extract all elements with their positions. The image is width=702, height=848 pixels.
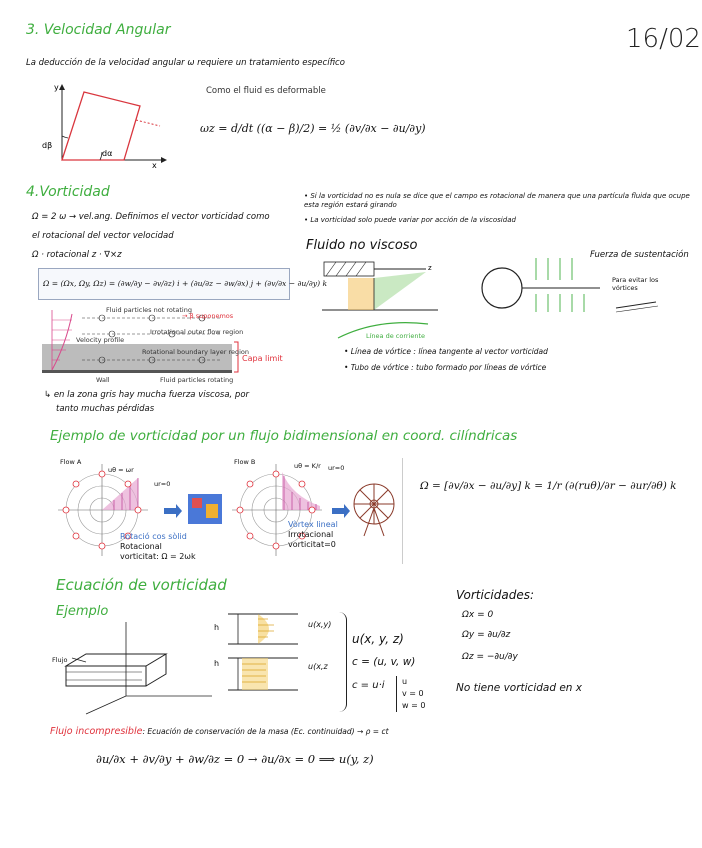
section3-intro: La deducción de la velocidad angular ω requiere un tratamiento específico xyxy=(26,58,345,68)
irrotational-text: Irrotacional xyxy=(288,530,334,539)
zero-vorticity-text: vorticitat=0 xyxy=(288,540,336,549)
lift-force-label: Fuerza de sustentación xyxy=(590,250,689,260)
example-heading: Ejemplo xyxy=(56,604,109,619)
rotational-note: Ω · rotacional z · ∇×z xyxy=(32,250,122,260)
vortex-line-definition xyxy=(344,348,548,356)
velocity-vector-components: c = (u, v, w) xyxy=(352,656,416,668)
diagram-y-label: y xyxy=(54,83,59,92)
bl-wall-label: Wall xyxy=(96,376,110,384)
flow-a-ur: ur=0 xyxy=(154,480,171,488)
brace xyxy=(338,612,347,712)
cylindrical-example-title: Ejemplo de vorticidad por un flujo bidimensional en coord. cilíndricas xyxy=(50,428,518,444)
vortex-tube-text: • Tubo de vórtice : tubo formado por líneas de vórtice xyxy=(344,363,547,372)
incompressible-flow-line xyxy=(50,726,389,738)
separator-line xyxy=(402,458,403,564)
incompressible-label: Flujo incompresible xyxy=(50,726,143,737)
flow-b-label: Flow B xyxy=(234,458,256,466)
fluido-no-viscoso: Fluido no viscoso xyxy=(306,238,418,253)
flow-inlet-label: Flujo xyxy=(52,656,68,664)
profile-h-bottom: h xyxy=(214,659,220,668)
rotational-field-bullet: • Si la vorticidad no es nula se dice que el campo es rotacional de manera que una partícula fluida que ocupe esta región estará girando xyxy=(304,192,690,209)
solid-rotation-title: Rotació cos sòlid xyxy=(120,532,187,541)
diagram-x-label: x xyxy=(152,161,157,170)
angular-velocity-diagram xyxy=(40,78,170,168)
bl-top-label: Fluid particles not rotating xyxy=(106,306,192,314)
rotational-text: Rotacional xyxy=(120,542,162,551)
function-u-xyz: u(x, y, z) xyxy=(352,632,404,646)
vorticity-definition-2: el rotacional del vector velocidad xyxy=(32,231,174,241)
diagram-dbeta-label: dβ xyxy=(42,141,53,150)
continuity-description: : Ecuación de conservación de la masa (Ec. continuidad) → ρ = ct xyxy=(142,727,389,736)
vorticities-heading: Vorticidades: xyxy=(456,588,535,602)
vortex-line-text: • Línea de vórtice : línea tangente al vector vorticidad xyxy=(344,347,548,356)
profile-uxy-label: u(x,y) xyxy=(308,620,332,629)
viscous-note-2: tanto muchas pérdidas xyxy=(56,404,155,414)
omega-y: Ωy = ∂u/∂z xyxy=(462,630,511,640)
section3-title: 3. Velocidad Angular xyxy=(26,22,171,38)
section4-title: 4.Vorticidad xyxy=(26,184,110,200)
svg-text:z: z xyxy=(428,264,432,272)
component-v: v = 0 xyxy=(402,689,424,698)
components-list xyxy=(396,676,425,712)
velocity-vector-simplified: c = u·i xyxy=(352,680,385,691)
capa-limit-label: Capa limit xyxy=(242,354,283,363)
channel-3d-diagram xyxy=(46,616,216,716)
viscous-note-1: ↳ en la zona gris hay mucha fuerza viscosa, por xyxy=(44,390,250,400)
avoid-vortex-label: Para evitar los vórtices xyxy=(612,276,659,292)
continuity-equation: ∂u/∂x + ∂v/∂y + ∂w/∂z = 0 → ∂u/∂x = 0 ⟹ u(y, z) xyxy=(96,752,374,766)
bl-velocity-profile-label: Velocity profile xyxy=(76,336,125,344)
deformable-caption: Como el fluid es deformable xyxy=(206,86,326,96)
component-w: w = 0 xyxy=(402,701,426,710)
vorticity-vector-formula: Ω = (Ωx, Ωy, Ωz) = (∂w/∂y − ∂v/∂z) i + (∂u/∂z − ∂w/∂x) j + (∂v/∂x − ∂u/∂y) k xyxy=(38,268,290,300)
bl-rotating-label: Fluid particles rotating xyxy=(160,376,234,384)
bl-irrotational-label: Irrotational outer flow region xyxy=(150,328,244,336)
profile-h-top: h xyxy=(214,623,220,632)
date: 16/02 xyxy=(626,24,701,54)
flow-a-label: Flow A xyxy=(60,458,82,466)
bl-rotational-label: Rotational boundary layer region xyxy=(142,348,250,356)
inviscid-flow-diagram xyxy=(318,258,458,342)
omega-x: Ωx = 0 xyxy=(462,610,494,620)
flow-a-utheta: uθ = ωr xyxy=(108,466,134,474)
angular-velocity-formula: ωz = d/dt ((α − β)/2) = ½ (∂v/∂x − ∂u/∂y) xyxy=(200,122,426,135)
bl-suppose-label: → β suponemos xyxy=(182,312,234,320)
line-vortex-title: Vòrtex lineal xyxy=(288,520,338,529)
omega-z: Ωz = −∂u/∂y xyxy=(462,652,518,662)
streamline-label: Línea de corriente xyxy=(366,332,426,340)
vortex-tube-definition xyxy=(344,364,546,372)
solid-vorticity-text: vorticitat: Ω = 2ωk xyxy=(120,552,196,561)
no-vorticity-x: No tiene vorticidad en x xyxy=(456,682,583,694)
viscosity-bullet: • La vorticidad solo puede variar por acción de la viscosidad xyxy=(304,216,516,224)
flow-b-utheta: uθ = K/r xyxy=(294,462,321,470)
vorticity-equation-title: Ecuación de vorticidad xyxy=(56,576,227,594)
solid-rotation-caption xyxy=(120,532,196,562)
line-vortex-caption xyxy=(288,520,338,550)
diagram-dalpha-label: dα xyxy=(102,149,113,158)
component-u: u xyxy=(402,677,408,686)
vorticity-definition-1: Ω = 2 ω → vel.ang. Definimos el vector vorticidad como xyxy=(32,212,270,222)
boundary-layer-figure xyxy=(42,304,294,386)
profile-uxz-label: u(x,z xyxy=(308,662,328,671)
flow-b-ur: ur=0 xyxy=(328,464,345,472)
cylindrical-vorticity-formula: Ω = [∂v/∂x − ∂u/∂y] k = 1/r (∂(ruθ)/∂r − ∂ur/∂θ) k xyxy=(420,480,677,492)
velocity-profiles-diagram xyxy=(208,606,308,716)
